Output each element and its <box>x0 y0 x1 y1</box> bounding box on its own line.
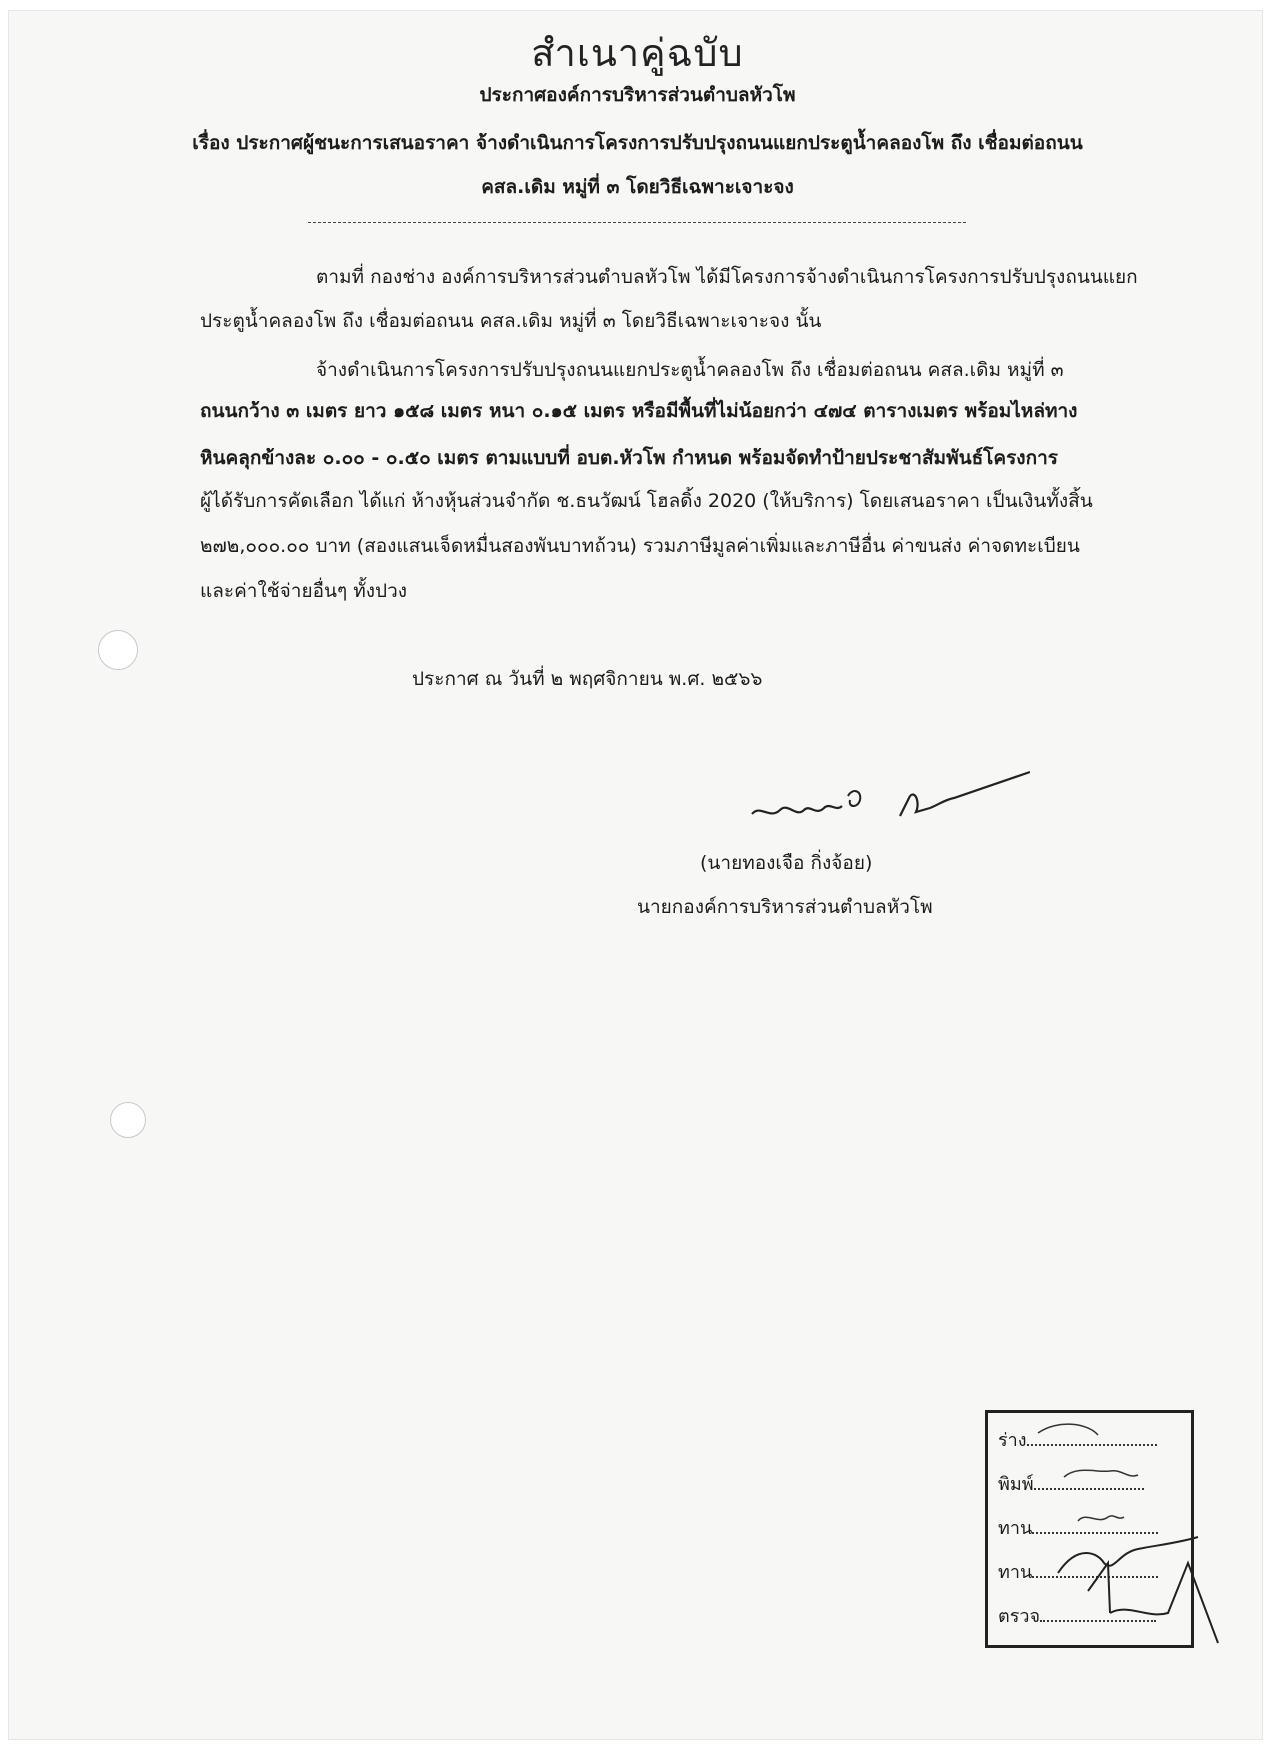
paragraph-2-line-1: จ้างดำเนินการโครงการปรับปรุงถนนแยกประตูน้ำคลองโพ ถึง เชื่อมต่อถนน คสล.เดิม หมู่ที่ ๓ <box>316 359 1064 381</box>
signer-title: นายกองค์การบริหารส่วนตำบลหัวโพ <box>637 896 933 918</box>
paragraph-1-line-2: ประตูน้ำคลองโพ ถึง เชื่อมต่อถนน คสล.เดิม หมู่ที่ ๓ โดยวิธีเฉพาะเจาะจง นั้น <box>200 310 822 332</box>
review-initials-scribble <box>1028 1413 1228 1645</box>
review-label-proof-1: ทาน <box>998 1518 1033 1539</box>
paragraph-2-line-4: ผู้ได้รับการคัดเลือก ได้แก่ ห้างหุ้นส่วนจำกัด ช.ธนวัฒน์ โฮลดิ้ง 2020 (ให้บริการ) โดยเสนอราคา เป็นเงินทั้งสิ้น <box>200 490 1093 512</box>
handwritten-signature <box>740 760 1030 830</box>
paragraph-2-line-3: หินคลุกข้างละ ๐.๐๐ - ๐.๕๐ เมตร ตามแบบที่ อบต.หัวโพ กำหนด พร้อมจัดทำป้ายประชาสัมพันธ์โครงการ <box>200 447 1058 469</box>
paragraph-2-line-6: และค่าใช้จ่ายอื่นๆ ทั้งปวง <box>200 580 408 602</box>
review-label-typed: พิมพ์ <box>998 1474 1034 1495</box>
paragraph-2-line-5: ๒๗๒,๐๐๐.๐๐ บาท (สองแสนเจ็ดหมื่นสองพันบาทถ้วน) รวมภาษีมูลค่าเพิ่มและภาษีอื่น ค่าขนส่ง ค่าจดทะเบียน <box>200 535 1080 557</box>
punch-hole-lower <box>110 1102 146 1138</box>
punch-hole-upper <box>98 630 138 670</box>
copy-stamp-heading: สำเนาคู่ฉบับ <box>531 31 744 75</box>
paragraph-1-line-1: ตามที่ กองช่าง องค์การบริหารส่วนตำบลหัวโพ ได้มีโครงการจ้างดำเนินการโครงการปรับปรุงถนนแยก <box>316 266 1138 288</box>
paragraph-2-line-2: ถนนกว้าง ๓ เมตร ยาว ๑๕๘ เมตร หนา ๐.๑๕ เมตร หรือมีพื้นที่ไม่น้อยกว่า ๔๗๔ ตารางเมตร พร้อมไหล่ทาง <box>200 400 1078 422</box>
issuer-heading: ประกาศองค์การบริหารส่วนตำบลหัวโพ <box>479 84 796 106</box>
review-label-proof-2: ทาน <box>998 1562 1033 1583</box>
review-stamp-box <box>985 1410 1194 1648</box>
announcement-date: ประกาศ ณ วันที่ ๒ พฤศจิกายน พ.ศ. ๒๕๖๖ <box>412 668 763 690</box>
review-label-check: ตรวจ <box>998 1606 1041 1627</box>
subject-line-2: คสล.เดิม หมู่ที่ ๓ โดยวิธีเฉพาะเจาะจง <box>481 176 794 198</box>
header-divider <box>308 222 966 223</box>
signer-name: (นายทองเจือ กิ่งจ้อย) <box>700 852 873 874</box>
subject-line-1: เรื่อง ประกาศผู้ชนะการเสนอราคา จ้างดำเนินการโครงการปรับปรุงถนนแยกประตูน้ำคลองโพ ถึง เชื่อมต่อถนน <box>192 132 1083 154</box>
review-label-draft: ร่าง <box>998 1430 1027 1451</box>
